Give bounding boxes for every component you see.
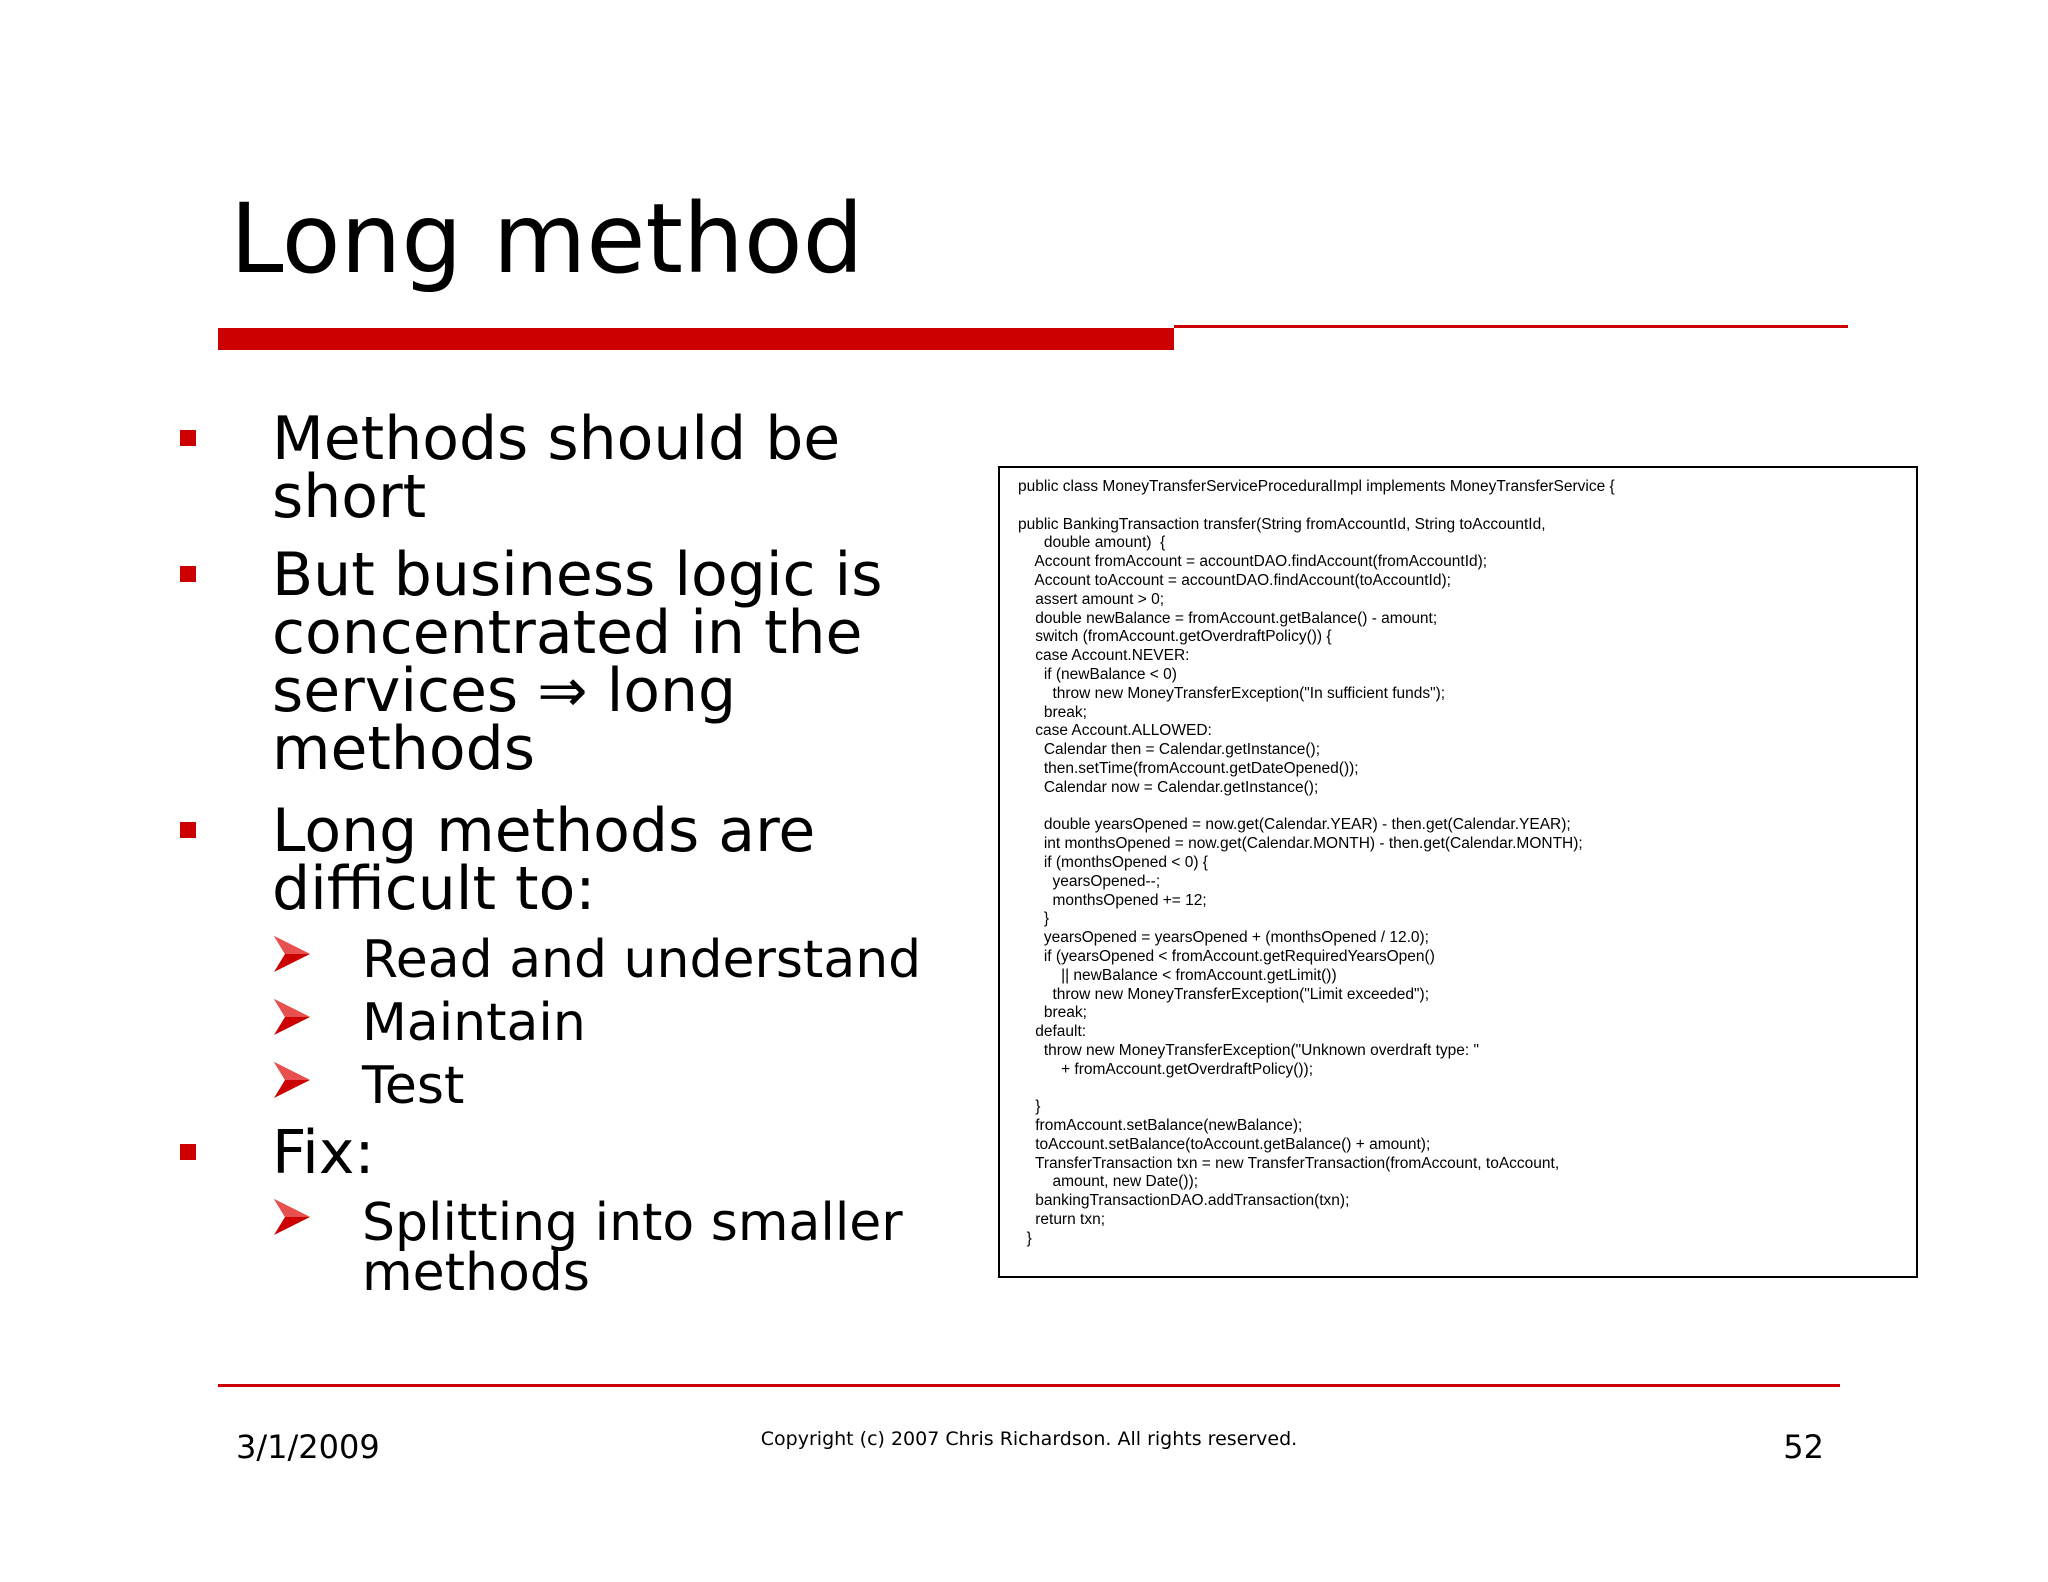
square-bullet-icon <box>180 822 196 838</box>
bullet-text-line: methods <box>272 714 535 784</box>
bullet-text-line: short <box>272 462 427 532</box>
sub-bullet-text-line: Splitting into smaller <box>362 1193 903 1253</box>
bullet-list <box>0 0 980 1400</box>
code-listing-box <box>998 466 1918 1278</box>
sub-bullet-item <box>362 993 982 1053</box>
page-number: 52 <box>1783 1428 1824 1466</box>
bullet-text-line: concentrated in the <box>272 598 863 668</box>
footer-date: 3/1/2009 <box>236 1428 380 1466</box>
bullet-text-line: difficult to: <box>272 854 596 924</box>
bullet-item <box>272 1118 992 1188</box>
sub-bullet-text-line: methods <box>362 1243 590 1303</box>
arrowhead-bullet-icon <box>272 932 312 976</box>
slide-title: Long method <box>230 183 864 295</box>
bullet-text-line: But business logic is <box>272 540 883 610</box>
sub-bullet-text: Test <box>362 1056 465 1116</box>
sub-bullet-text: Read and understand <box>362 930 922 990</box>
bullet-item <box>272 796 992 924</box>
sub-bullet-item <box>362 1056 982 1116</box>
title-underline-thin <box>1174 325 1848 328</box>
code-listing: public class MoneyTransferServiceProceduralImpl implements MoneyTransferService { public BankingTransaction transfer(String fromAccountId, String toAccountId, double amount) { Account fromAccount = accountDAO.findAccount(fromAccountId); Account toAccount = accountDAO.findAccount(toAccountId); assert amount > 0; double newBalance = fromAccount.getBalance() - amount; switch (fromAccount.getOverdraftPolicy()) { case Account.NEVER: if (newBalance < 0) throw new MoneyTransferException("In sufficient funds"); break; case Account.ALLOWED: Calendar then = Calendar.getInstance(); then.setTime(fromAccount.getDateOpened()); Calendar now = Calendar.getInstance(); double yearsOpened = now.get(Calendar.YEAR) - then.get(Calendar.YEAR); int monthsOpened = now.get(Calendar.MONTH) - then.get(Calendar.MONTH); if (monthsOpened < 0) { yearsOpened--; monthsOpened += 12; } yearsOpened = yearsOpened + (monthsOpened / 12.0); if (yearsOpened < fromAccount.getRequiredYearsOpen() || newBalance < fromAccount.getLimit()) throw new MoneyTransferException("Limit exceeded"); break; default: throw new MoneyTransferException("Unknown overdraft type: " + fromAccount.getOverdraftPolicy()); } fromAccount.setBalance(newBalance); toAccount.setBalance(toAccount.getBalance() + amount); TransferTransaction txn = new TransferTransaction(fromAccount, toAccount, amount, new Date()); bankingTransactionDAO.addTransaction(txn); return txn; } <box>1018 478 1615 1247</box>
bullet-text-line: Methods should be <box>272 404 841 474</box>
sub-bullet-text: Maintain <box>362 993 586 1053</box>
footer-copyright: Copyright (c) 2007 Chris Richardson. All rights reserved. <box>760 1428 1298 1450</box>
sub-bullet-item <box>362 1193 982 1303</box>
sub-bullet-item <box>362 930 982 990</box>
bullet-text-line: services ⇒ long <box>272 656 737 726</box>
arrowhead-bullet-icon <box>272 1058 312 1102</box>
bullet-text-line: Long methods are <box>272 796 816 866</box>
square-bullet-icon <box>180 430 196 446</box>
arrowhead-bullet-icon <box>272 1195 312 1239</box>
bullet-text-line: Fix: <box>272 1118 375 1188</box>
bullet-item <box>272 540 992 784</box>
bullet-item <box>272 404 992 532</box>
arrowhead-bullet-icon <box>272 995 312 1039</box>
square-bullet-icon <box>180 1144 196 1160</box>
square-bullet-icon <box>180 566 196 582</box>
footer-divider <box>218 1384 1840 1387</box>
